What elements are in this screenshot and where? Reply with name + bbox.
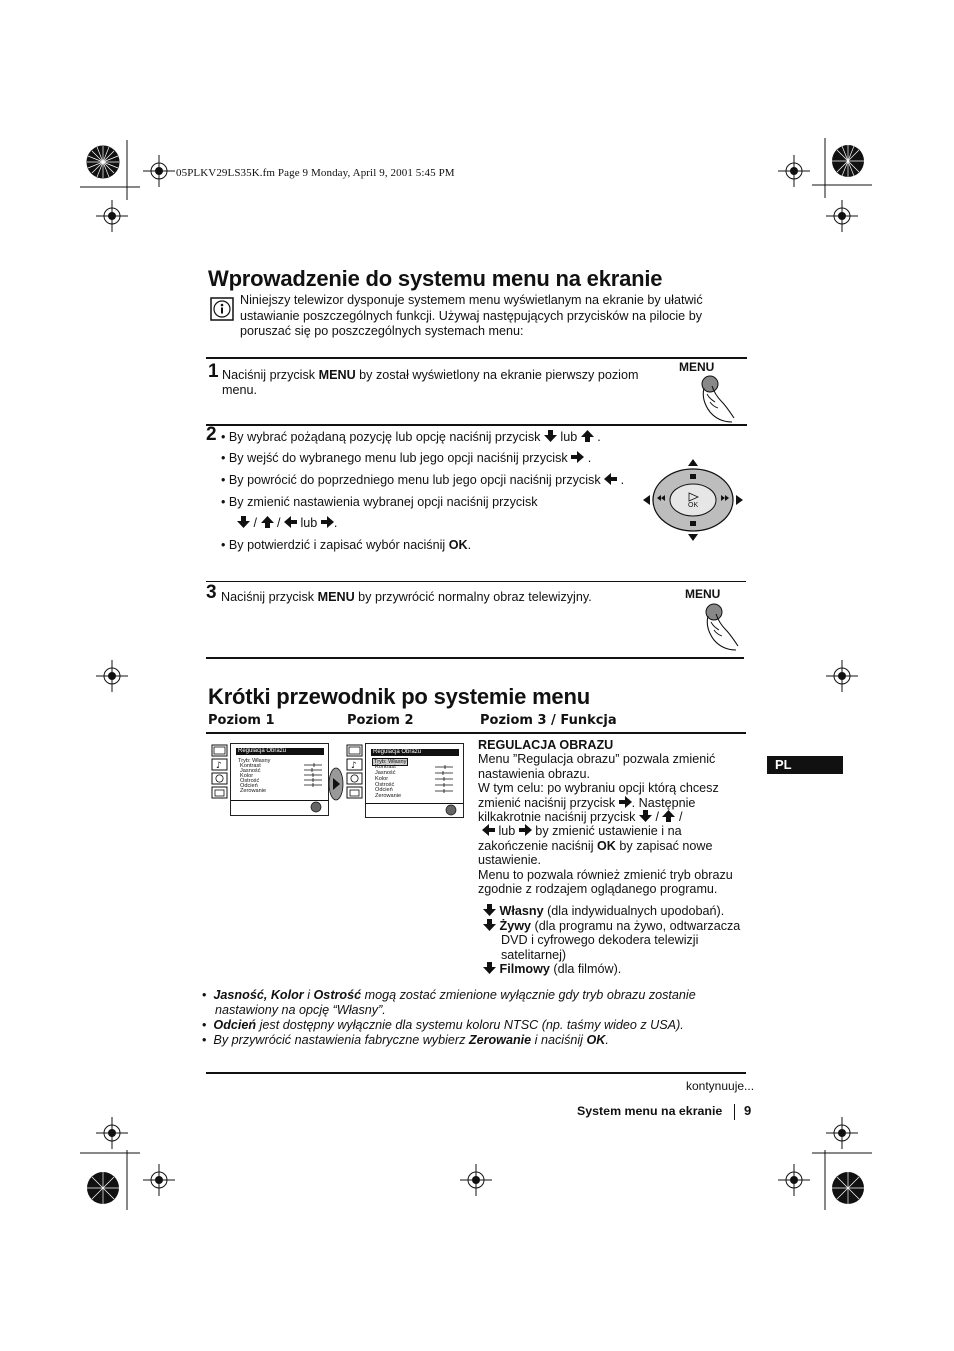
mode-vivid: Żywy (dla programu na żywo, odtwarzacza <box>478 919 750 933</box>
arrow-right-icon <box>619 796 632 808</box>
crosshair-mark <box>778 1164 810 1196</box>
crosshair-mark <box>778 155 810 187</box>
crosshair-mark <box>96 200 128 232</box>
step3-text: Naciśnij przycisk MENU by przywrócić normalny obraz telewizyjny. <box>221 590 592 604</box>
footer-separator <box>734 1104 735 1120</box>
arrow-right-icon <box>571 451 584 463</box>
menu-level2-icons <box>345 744 365 800</box>
tv-menu-screen-level1 <box>230 743 329 816</box>
arrow-left-icon <box>284 516 297 528</box>
slider-bars <box>303 762 323 796</box>
tv-menu-row: Odcień <box>375 787 393 793</box>
divider <box>206 1072 746 1074</box>
level-header-1: Poziom 1 <box>208 713 275 728</box>
section-title-guide: Krótki przewodnik po systemie menu <box>208 684 590 709</box>
divider <box>206 424 747 426</box>
divider <box>206 357 747 359</box>
note-3: • By przywrócić nastawienia fabryczne wybierz Zerowanie i naciśnij OK. <box>202 1033 609 1047</box>
arrow-left-icon <box>604 473 617 485</box>
level3-description: REGULACJA OBRAZU Menu ”Regulacja obrazu” pozwala zmienić nastawienia obrazu. W tym celu: po wybraniu opcji którą chcesz zmienić naciśnij przycisk . Następnie kilkakrotnie naciśnij przycisk / / lub by zmienić ustawienie i na zakończenie naciśnij OK by zapisać nowe ustawienie. Menu to pozwala również zmienić tryb obrazu zgodnie z rodzajem oglądanego programu. Własny (dla indywidualnych upodobań). Żywy (dla programu na żywo, odtwarzacza DVD i cyfrowego dekodera telewizji satelitarnej) Filmowy (dla filmów). <box>478 738 750 977</box>
arrow-right-icon <box>519 824 532 836</box>
hand-press-menu-icon <box>690 372 740 424</box>
registration-mark-top-left <box>80 140 140 200</box>
divider <box>206 657 744 659</box>
file-info: 05PLKV29LS35K.fm Page 9 Monday, April 9, 2001 5:45 PM <box>176 167 455 179</box>
crosshair-mark <box>143 155 175 187</box>
arrow-right-joystick-icon <box>328 767 344 801</box>
crosshair-mark <box>826 660 858 692</box>
crosshair-mark <box>826 1117 858 1149</box>
step2-bullet-enter: • By wejść do wybranego menu lub jego opcji naciśnij przycisk . <box>221 451 592 465</box>
note-1: • Jasność, Kolor i Ostrość mogą zostać zmienione wyłącznie gdy tryb obrazu zostanie nastawiony na opcję “Własny”. <box>202 988 696 1017</box>
crosshair-mark <box>826 200 858 232</box>
step2-bullet-back: • By powrócić do poprzedniego menu lub jego opcji naciśnij przycisk . <box>221 473 625 487</box>
tv-menu-row: Odcień <box>240 783 258 789</box>
step2-bullet-change: • By zmienić nastawienia wybranej opcji naciśnij przycisk <box>221 495 538 509</box>
slider-bars <box>434 764 454 800</box>
tv-menu-title: Regulacja Obrazu <box>371 749 459 756</box>
step-number: 2 <box>206 424 217 445</box>
menu-button-label: MENU <box>679 360 715 374</box>
tv-menu-row-selected: Tryb: Własny <box>374 759 407 765</box>
tv-menu-row: Ostrość <box>375 782 395 788</box>
arrow-down-icon <box>639 810 652 822</box>
step1-text: Naciśnij przycisk MENU by został wyświetlony na ekranie pierwszy poziom <box>222 368 639 382</box>
svg-text:♪: ♪ <box>216 761 222 771</box>
arrow-down-icon <box>237 516 250 528</box>
step-number: 3 <box>206 582 217 603</box>
step2-bullet-select: • By wybrać pożądaną pozycję lub opcję naciśnij przycisk lub . <box>221 430 601 444</box>
registration-mark-bottom-left <box>80 1150 140 1210</box>
menu-button-label: MENU <box>685 587 721 601</box>
registration-mark-bottom-right <box>812 1150 872 1210</box>
mode-movie: Filmowy (dla filmów). <box>478 962 750 976</box>
level-header-2: Poziom 2 <box>347 713 414 728</box>
tv-menu-row: Jasność <box>375 770 396 776</box>
tv-menu-row: Kontrast <box>375 764 396 770</box>
arrow-down-icon <box>483 904 496 916</box>
arrow-down-icon <box>544 430 557 442</box>
remote-joystick-illustration <box>640 455 746 545</box>
mode-own: Własny (dla indywidualnych upodobań). <box>478 904 750 918</box>
crosshair-mark <box>96 660 128 692</box>
ok-icon <box>310 801 322 813</box>
tv-menu-row: Zerowanie <box>240 788 267 794</box>
intro-text: Niniejszy telewizor dysponuje systemem menu wyświetlanym na ekranie by ułatwić ustawianie poszczególnych funkcji. Używaj następujących przycisków na pilocie by poruszać się po poszczególnych systemach menu: <box>240 293 703 338</box>
arrow-left-icon <box>482 824 495 836</box>
svg-text:♪: ♪ <box>351 761 357 771</box>
arrow-up-icon <box>662 810 675 822</box>
tv-menu-row: Kolor <box>375 776 389 782</box>
arrow-up-icon <box>581 430 594 442</box>
ok-icon <box>445 804 457 816</box>
continued-label: kontynuuje... <box>686 1079 755 1093</box>
step2-bullet-change-arrows: / / lub . <box>237 516 337 530</box>
arrow-down-icon <box>483 919 496 931</box>
language-badge: PL <box>767 756 843 774</box>
crosshair-mark <box>96 1117 128 1149</box>
arrow-down-icon <box>483 962 496 974</box>
tv-menu-title: Regulacja Obrazu <box>236 748 324 755</box>
hand-press-menu-icon <box>694 600 744 652</box>
level3-heading: REGULACJA OBRAZU <box>478 738 614 752</box>
section-title-intro: Wprowadzenie do systemu menu na ekranie <box>208 266 663 291</box>
tv-menu-row: Zerowanie <box>375 793 402 799</box>
crosshair-mark <box>460 1164 492 1196</box>
divider <box>206 732 746 734</box>
arrow-up-icon <box>261 516 274 528</box>
footer-section-name: System menu na ekranie <box>577 1104 723 1118</box>
page-number: 9 <box>744 1103 752 1118</box>
step1-text-line2: menu. <box>222 383 258 397</box>
info-icon <box>210 297 234 321</box>
tv-menu-row: Kolor <box>240 773 254 779</box>
step-number: 1 <box>208 361 219 382</box>
tv-menu-row: Tryb: Własny <box>238 758 271 764</box>
tv-menu-row: Jasność <box>240 768 261 774</box>
arrow-right-icon <box>321 516 334 528</box>
level-header-3: Poziom 3 / Funkcja <box>480 713 617 728</box>
crosshair-mark <box>143 1164 175 1196</box>
menu-level1-icons <box>210 744 230 800</box>
tv-menu-screen-level2 <box>365 743 464 818</box>
tv-menu-row: Ostrość <box>240 778 260 784</box>
step2-bullet-confirm: • By potwierdzić i zapisać wybór naciśnij OK. <box>221 538 472 552</box>
note-2: • Odcień jest dostępny wyłącznie dla systemu koloru NTSC (np. taśmy wideo z USA). <box>202 1018 684 1032</box>
tv-menu-row: Kontrast <box>240 763 261 769</box>
registration-mark-top-right <box>812 138 872 198</box>
ok-label: OK <box>688 502 699 509</box>
divider <box>206 581 746 582</box>
